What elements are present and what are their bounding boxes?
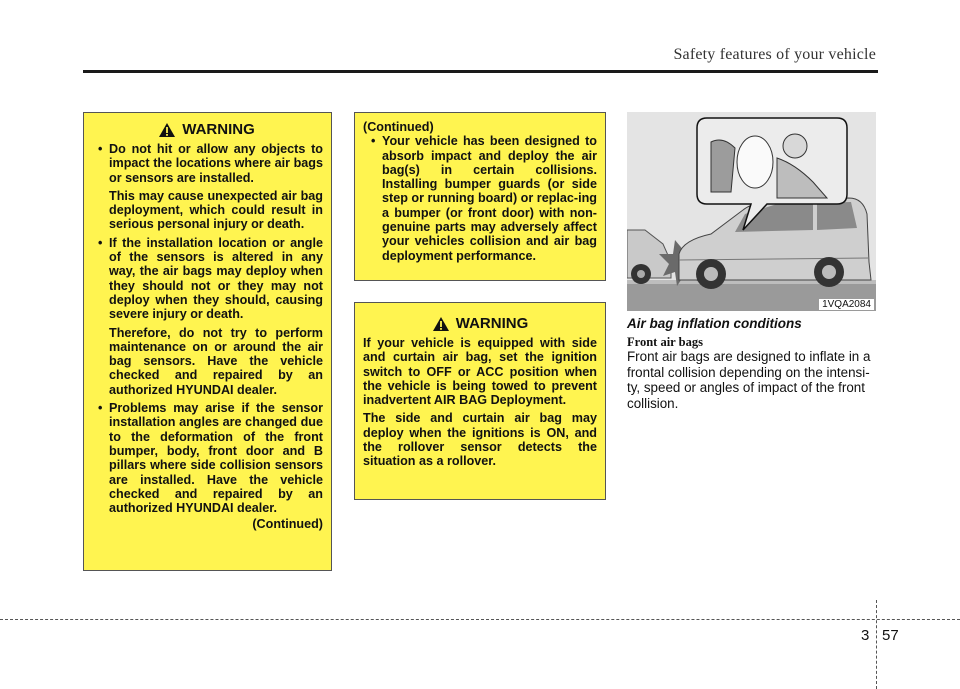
warning-item-1: [90, 142, 323, 232]
section-body-text: Front air bags are designed to inflate in a frontal collision depending on the intensi-ty, speed or angles of impact of the front collision.: [627, 349, 871, 411]
collision-scene-image: [627, 112, 876, 311]
page-header-title: Safety features of your vehicle: [673, 46, 876, 63]
warning-item-1-lead: Do not hit or allow any objects to impact the locations where air bags or sensors are installed.: [109, 142, 323, 185]
warning-title-2: [363, 315, 597, 332]
front-collision-illustration: [627, 112, 876, 311]
warning-title-text-2: WARNING: [455, 315, 529, 332]
section-caption: Air bag inflation conditions: [627, 316, 802, 331]
warning-title-text-1: WARNING: [182, 121, 255, 138]
continued-label: (Continued): [252, 517, 323, 532]
continued-item: • Your vehicle has been designed to absorb impact and deploy the air bag(s) in certain collisions. Installing bumper guards (or side step or running board) or replac-ing a bumper (or front door) with non-genuine parts may adversely affect your vehicles collision and air bag deployment performance.: [363, 134, 597, 263]
warning-triangle-icon: [158, 122, 176, 138]
header-rule: [83, 70, 878, 73]
footer-rule: [0, 619, 960, 620]
warning-2-paragraph-2: The side and curtain air bag may deploy when the ignitions is ON, and the rollover sensor detects the situation as a rollover.: [363, 411, 597, 469]
continued-list: [363, 134, 597, 263]
warning-2-paragraph-1: If your vehicle is equipped with side and curtain air bag, set the ignition switch to OFF or ACC position when the vehicle is being towed to prevent inadvertent AIR BAG Deployment.: [363, 336, 597, 408]
warning-box-1: [83, 112, 332, 571]
warning-title-1: [90, 121, 323, 138]
section-subheading: Front air bags: [627, 335, 703, 349]
page-number: 57: [882, 627, 899, 644]
warning-item-1-sub: This may cause unexpected air bag deployment, which could result in serious personal injury or death.: [109, 188, 323, 232]
chapter-number: 3: [861, 627, 870, 644]
warning-item-3: [90, 401, 323, 515]
warning-item-3-lead: Problems may arise if the sensor installation angles are changed due to the deformation of the front bumper, body, front door and B pillars where side collision sensors are installed. Have the vehicle checked and repaired by an authorized HYUNDAI dealer.: [109, 401, 323, 516]
figure-code: 1VQA2084: [819, 299, 874, 310]
continued-heading: (Continued): [363, 120, 434, 134]
continued-warning-box: [354, 112, 606, 281]
warning-list-1: [90, 142, 323, 515]
warning-box-2: [354, 302, 606, 500]
warning-item-2-lead: If the installation location or angle of the sensors is altered in any way, the air bags may deploy when they should not or they may not deploy when they should, causing severe injury or death.: [109, 235, 323, 322]
warning-item-2: [90, 236, 323, 397]
footer-divider: [876, 600, 877, 689]
warning-triangle-icon: [432, 316, 450, 332]
warning-item-2-sub: Therefore, do not try to perform maintenance on or around the air bag sensors. Have the vehicle checked and repaired by an authorized HYUNDAI dealer.: [109, 325, 323, 397]
